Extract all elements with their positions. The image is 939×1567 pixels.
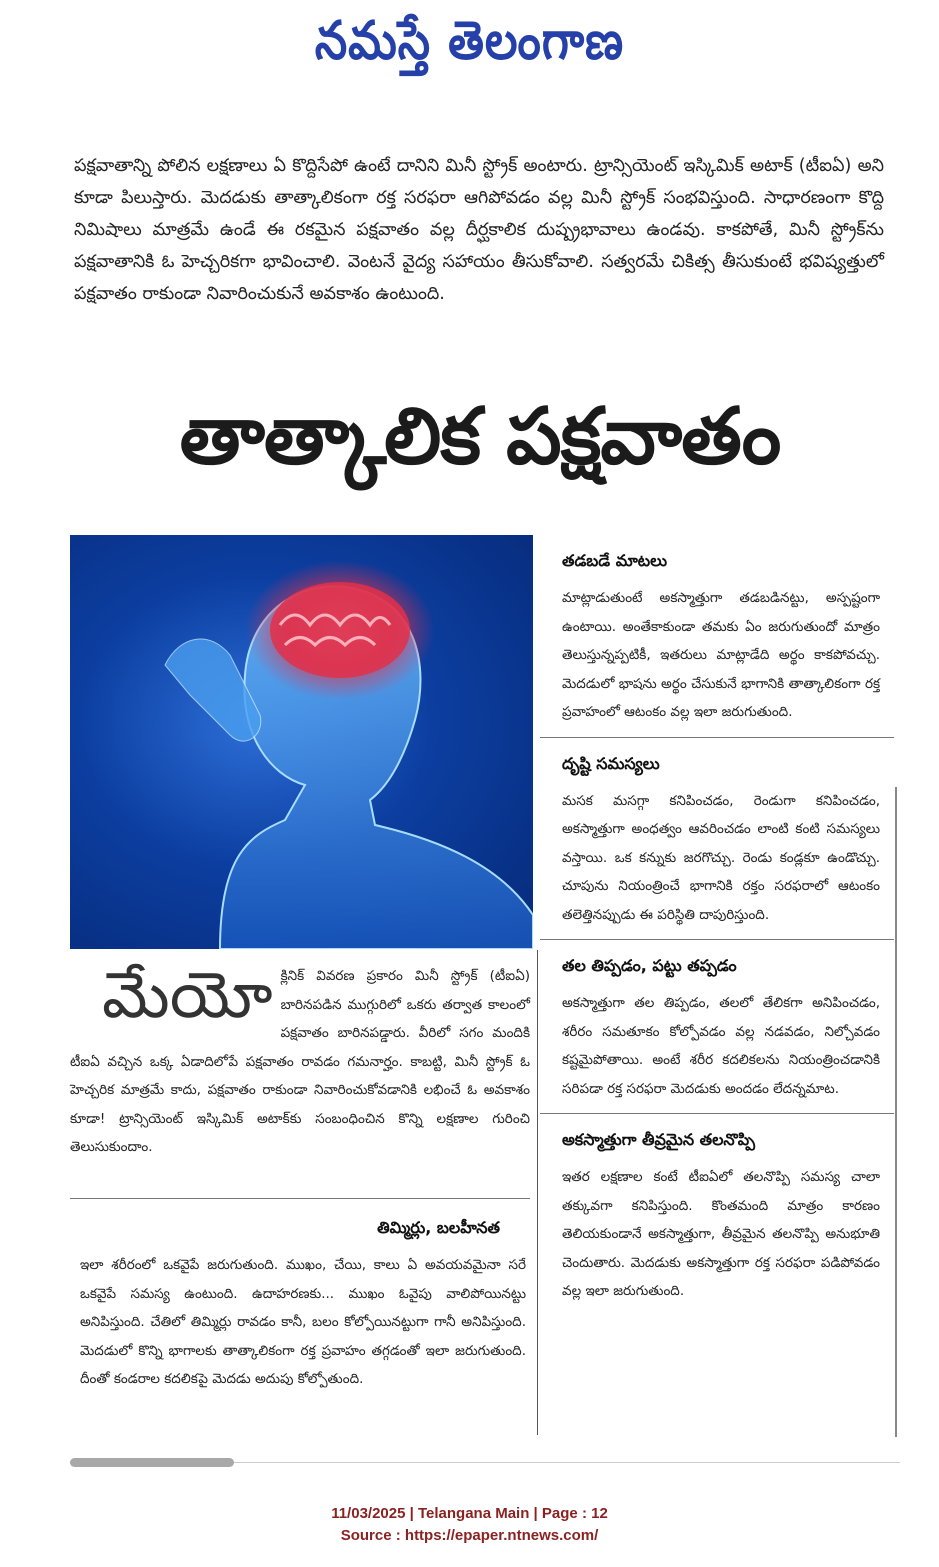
dropcap: మేయో [102,959,273,1033]
symptom-section [540,940,894,1113]
section-title: అకస్మాత్తుగా తీవ్రమైన తలనొప్పి [562,1130,755,1149]
section-title: తడబడే మాటలు [562,551,667,570]
symptom-section [540,535,894,737]
section-body: ఇలా శరీరంలో ఒకవైపే జరుగుతుంది. ముఖం, చేయి, కాలు ఏ అవయవమైనా సరే ఒకవైపే సమస్య ఉంటుంది. ఉదాహరణకు... ముఖం ఓవైపు వాలిపోయినట్టు అనిపిస్తుంది. చేతిలో తిమ్మిర్లు రావడం కానీ, బలం కోల్పోయినట్టుగా గానీ అనిపిస్తుంది. మెదడులో కొన్ని భాగాలకు తాత్కాలికంగా రక్త ప్రవాహం తగ్గడంతో ఇలా జరుగుతుంది. దీంతో కండరాల కదలికపై మెదడు అదుపు కోల్పోతుంది. [80,1257,526,1387]
main-article [70,959,530,1162]
main-article-text: క్లినిక్ వివరణ ప్రకారం మినీ స్ట్రోక్ (టీఐఏ) బారినపడిన ముగ్గురిలో ఒకరు తర్వాత కాలంలో పక్షవాతం బారినపడ్డారు. వీరిలో సగం మందికి టీఐఏ వచ్చిన ఒక్క ఏడాదిలోపే పక్షవాతం రావడం గమనార్హం. కాబట్టి, మినీ స్ట్రోక్ ఓ హెచ్చరిక మాత్రమే కాదు, పక్షవాతం రాకుండా నివారించుకోవడానికి లభించే ఓ అవకాశం కూడా! ట్రాన్సియెంట్ ఇస్కిమిక్ అటాక్‌కు సంబంధించిన కొన్ని లక్షణాల గురించి తెలుసుకుందాం. [70,968,530,1155]
masthead [0,6,939,86]
brain-shape [270,582,410,678]
scroll-bar[interactable] [70,1458,234,1467]
article-image [70,535,533,949]
edition-info: 11/03/2025 | Telangana Main | Page : 12 [331,1505,608,1522]
section-body: అకస్మాత్తుగా తల తిప్పడం, తలలో తేలికగా అనిపించడం, శరీరం సమతూకం కోల్పోవడం వల్ల నడవడం, నిల్చోవడం కష్టమైపోతాయి. అంటే శరీర కదలికలను నియంత్రించడానికి సరిపడా రక్త సరఫరా మెదడుకు అందడం లేదన్నమాట. [562,995,880,1097]
symptoms-column [540,535,894,1316]
section-title: తల తిప్పడం, పట్టు తప్పడం [562,956,737,975]
symptom-section-left [70,1212,530,1394]
section-body: మాట్లాడుతుంటే అకస్మాత్తుగా తడబడినట్టు, అస్పష్టంగా ఉంటాయి. అంతేకాకుండా తమకు ఏం జరుగుతుందో మాత్రం తెలుస్తున్నప్పటికీ, ఇతరులు మాట్లాడేది అర్థం కాకపోవచ్చు. మెదడులో భాషను అర్థం చేసుకునే భాగానికి తాత్కాలికంగా రక్త ప్రవాహంలో ఆటంకం వల్ల ఇలా జరుగుతుంది. [562,590,880,720]
main-article-body [70,959,530,1162]
newspaper-logo: నమస్తే తెలంగాణ [314,9,625,72]
divider [70,1198,530,1199]
hand-shape [165,639,261,741]
headline: తాత్కాలిక పక్షవాతం [179,392,781,482]
source-link[interactable]: Source : https://epaper.ntnews.com/ [340,1527,599,1544]
column-rule [537,950,538,1435]
section-body: మసక మసగ్గా కనిపించడం, రెండుగా కనిపించడం, అకస్మాత్తుగా అంధత్వం ఆవరించడం లాంటి కంటి సమస్యలు వస్తాయి. ఒక కన్నుకు జరగొచ్చు. రెండు కండ్లకూ ఉండొచ్చు. చూపును నియంత్రించే భాగానికి రక్తం సరఫరాలో ఆటంకం తలెత్తినప్పుడు ఈ పరిస్థితి దాపురిస్తుంది. [562,792,880,923]
brain-illustration [70,535,533,949]
symptom-section [540,1114,894,1316]
section-body: ఇతర లక్షణాల కంటే టీఐఏలో తలనొప్పి సమస్య చాలా తక్కువగా కనిపిస్తుంది. కొంతమంది మాత్రం కారణం తెలియకుండానే అకస్మాత్తుగా, తీవ్రమైన తలనొప్పి అనుభూతి చెందుతారు. మెదడుకు అకస్మాత్తుగా రక్త సరఫరా పడిపోవడం వల్ల ఇలా జరుగుతుంది. [562,1169,880,1299]
page-footer [0,1503,939,1547]
section-title: దృష్టి సమస్యలు [562,753,660,773]
section-title: తిమ్మిర్లు, బలహీనత [377,1218,500,1237]
intro-paragraph: పక్షవాతాన్ని పోలిన లక్షణాలు ఏ కొద్దిసేపో ఉంటే దానిని మినీ స్ట్రోక్ అంటారు. ట్రాన్సియెంట్ ఇస్కిమిక్ అటాక్ (టీఐఏ) అని కూడా పిలుస్తారు. మెదడుకు తాత్కాలికంగా రక్త సరఫరా ఆగిపోవడం వల్ల మినీ స్ట్రోక్ సంభవిస్తుంది. సాధారణంగా కొద్ది నిమిషాలు మాత్రమే ఉండే ఈ రకమైన పక్షవాతం వల్ల దీర్ఘకాలిక దుష్ప్రభావాలు ఉండవు. కాకపోతే, మినీ స్ట్రోక్‌ను పక్షవాతానికి ఓ హెచ్చరికగా భావించాలి. వెంటనే వైద్య సహాయం తీసుకోవాలి. సత్వరమే చికిత్స తీసుకుంటే భవిష్యత్తులో పక్షవాతం రాకుండా నివారించుకునే అవకాశం ఉంటుంది. [74,156,884,304]
symptom-section [540,738,894,940]
right-rule [895,787,897,1437]
